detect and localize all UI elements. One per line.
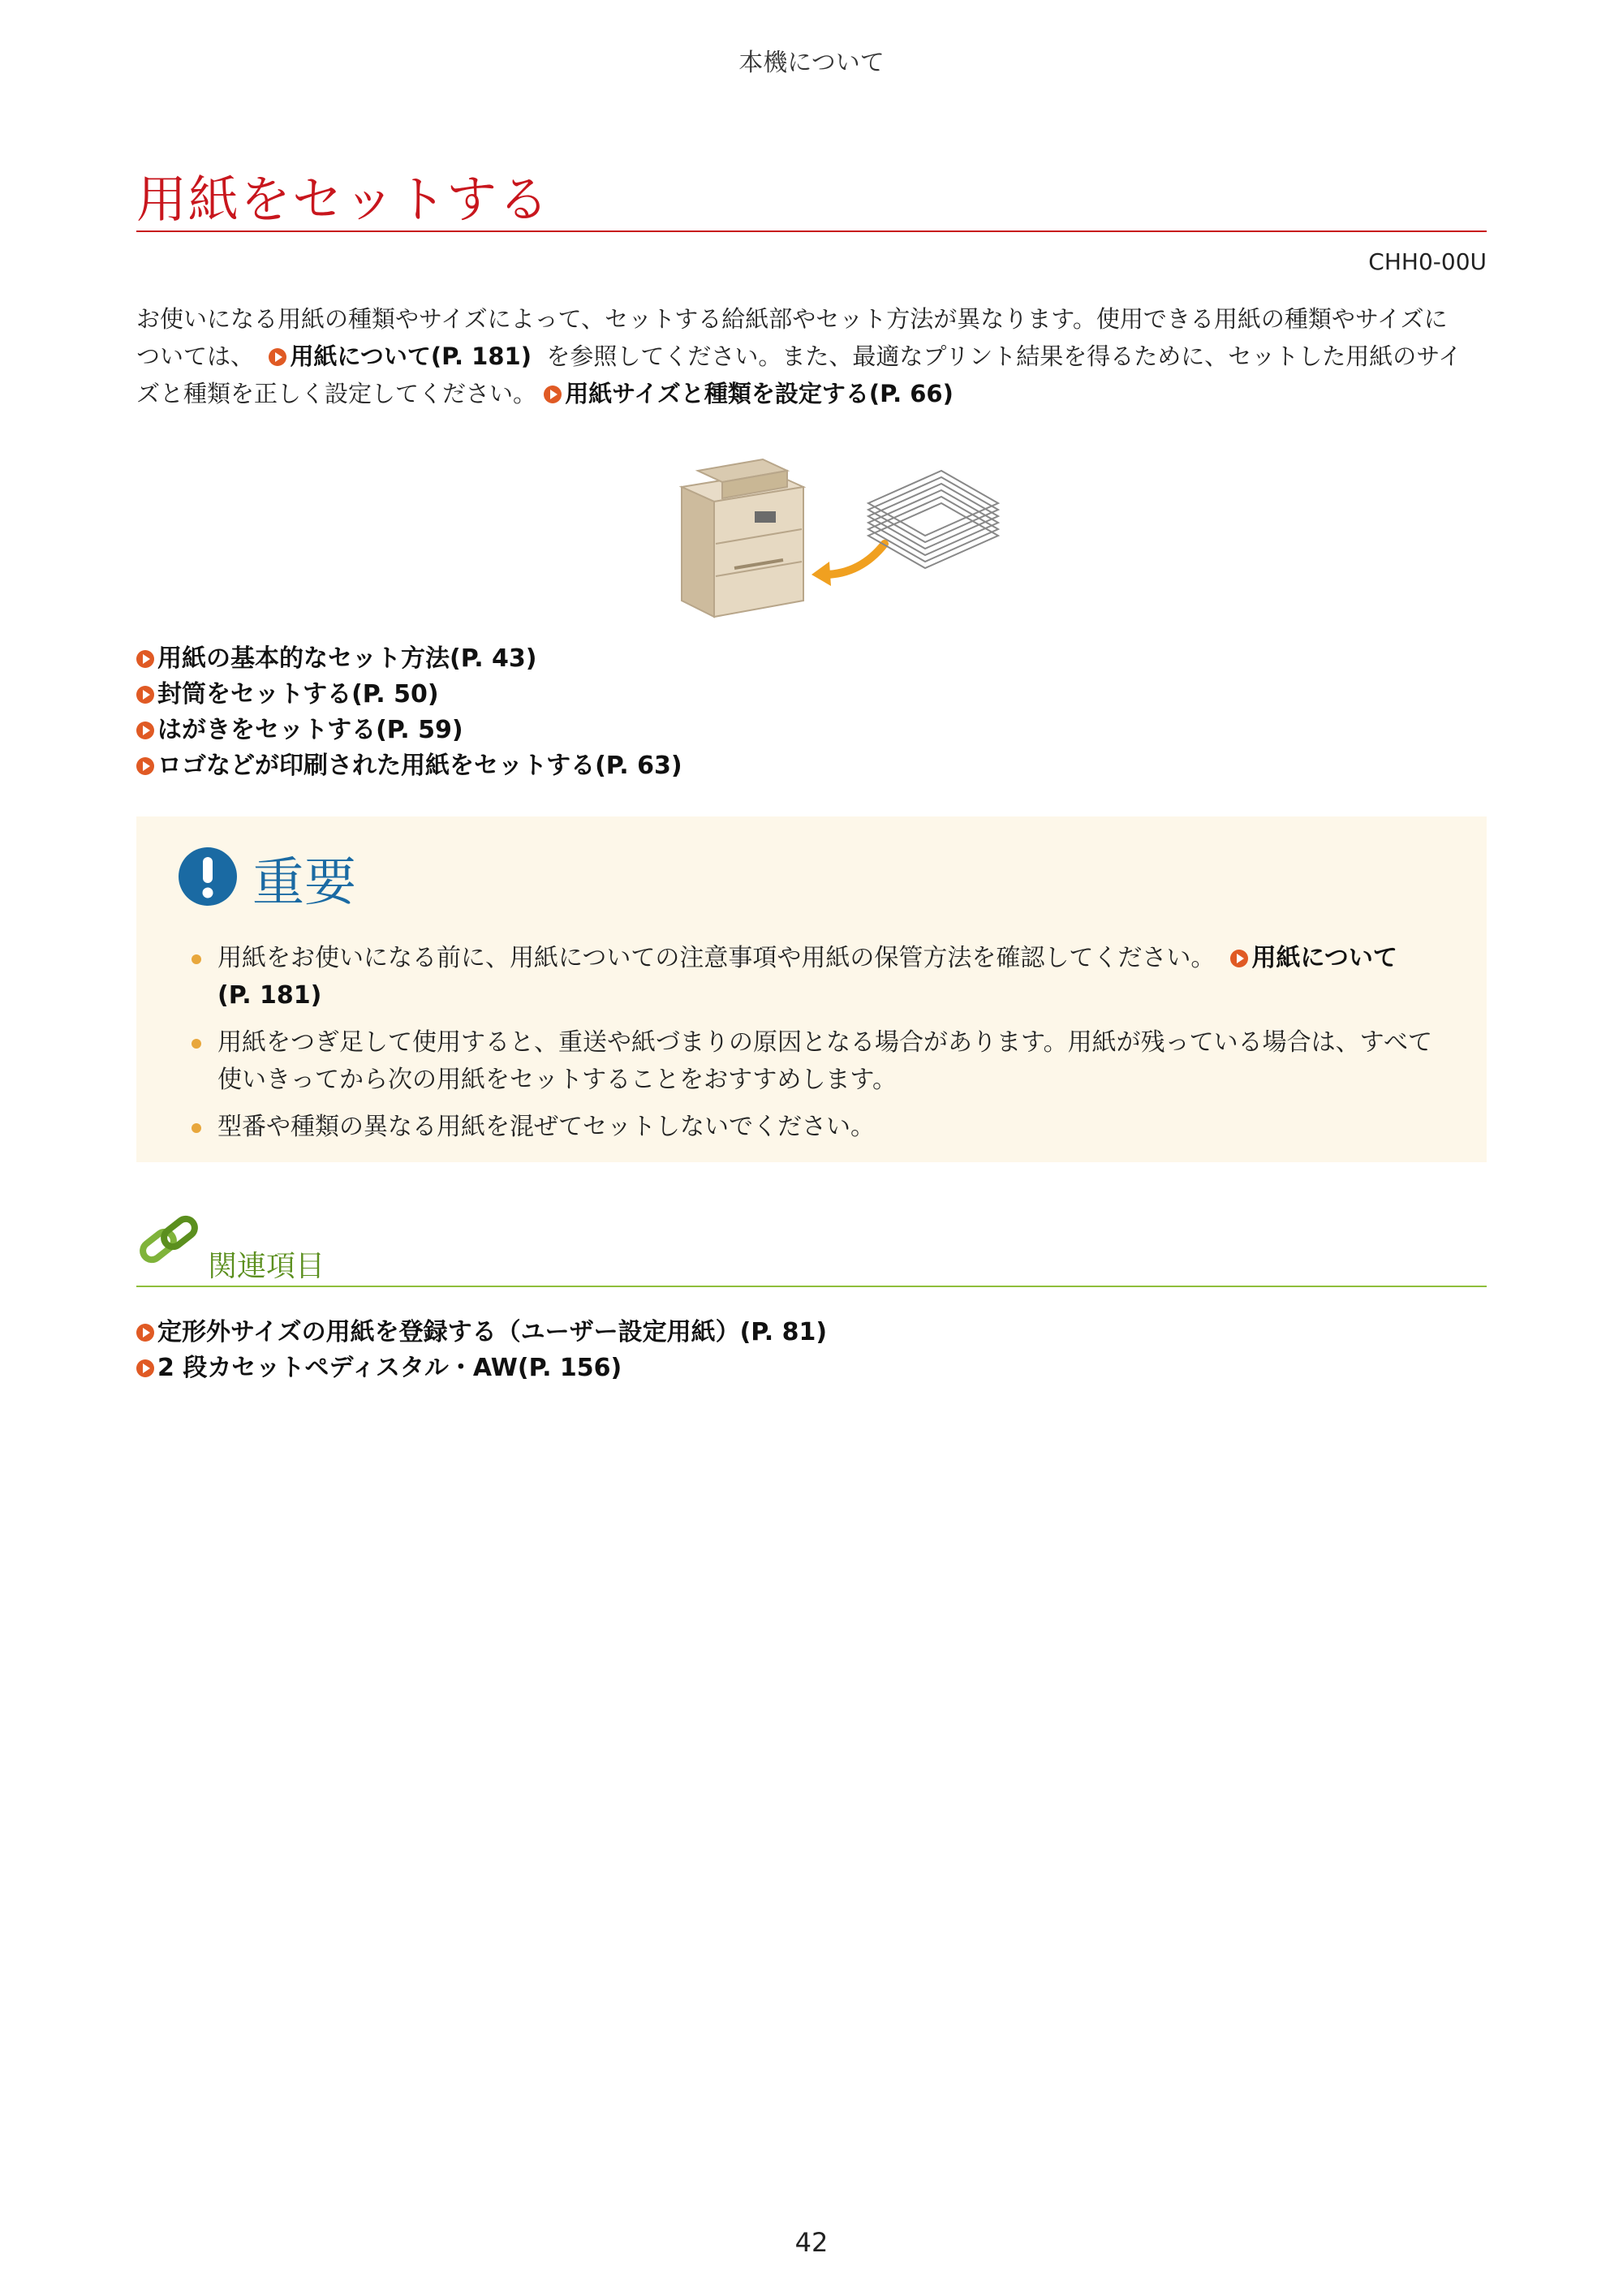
link-arrow-icon (544, 386, 562, 403)
link-label: ロゴなどが印刷された用紙をセットする(P. 63) (157, 752, 682, 780)
link-arrow-icon (269, 348, 286, 366)
related-divider (136, 1286, 1487, 1287)
related-title: 関連項目 (208, 1250, 325, 1283)
page-number: 42 (794, 2227, 829, 2258)
link-basic-loading[interactable] (136, 641, 682, 677)
link-label: はがきをセットする(P. 59) (157, 716, 463, 744)
important-item-1-text: 用紙をお使いになる前に、用紙についての注意事項や用紙の保管方法を確認してください。 (217, 944, 1216, 972)
important-box (136, 816, 1487, 1162)
link-arrow-icon (136, 650, 154, 668)
link-label: 用紙について(P. 181) (290, 342, 532, 370)
intro-paragraph (136, 300, 1487, 412)
link-arrow-icon (136, 1324, 154, 1342)
procedure-links (136, 641, 682, 784)
link-cassette-pedestal[interactable] (136, 1350, 827, 1386)
important-item-2: 用紙をつぎ足して使用すると、重送や紙づまりの原因となる場合があります。用紙が残っている場合は、すべて使いきってから次の用紙をセットすることをおすすめします。 (185, 1024, 1451, 1099)
important-title: 重要 (252, 853, 356, 913)
document-id: CHH0-00U (1368, 248, 1487, 275)
related-links (136, 1315, 827, 1386)
important-item-3: 型番や種類の異なる用紙を混ぜてセットしないでください。 (185, 1109, 1451, 1146)
link-label: 用紙サイズと種類を設定する(P. 66) (565, 380, 954, 407)
link-page: (P. 181) (217, 981, 322, 1010)
important-list (185, 940, 1451, 1156)
link-paper-size-type[interactable] (544, 380, 954, 407)
link-label: 定形外サイズの用紙を登録する（ユーザー設定用紙）(P. 81) (157, 1318, 828, 1346)
intro-line-2-pre: ついては、 (136, 342, 255, 370)
intro-line-3-pre: ズと種類を正しく設定してください。 (136, 380, 537, 407)
intro-line-3 (136, 375, 1487, 412)
exclamation-icon (177, 846, 239, 907)
link-paper-about[interactable] (269, 342, 532, 370)
link-label: 用紙について (1251, 944, 1397, 972)
link-postcards[interactable] (136, 713, 682, 748)
link-custom-paper[interactable] (136, 1315, 827, 1350)
intro-line-2 (136, 338, 1487, 375)
chain-link-icon (136, 1214, 201, 1269)
link-arrow-icon (136, 1359, 154, 1377)
intro-line-2-post: を参照してください。また、最適なプリント結果を得るために、セットした用紙のサイ (546, 342, 1462, 370)
printer-paper-illustration (665, 454, 1006, 633)
link-label: 2 段カセットペディスタル・AW(P. 156) (157, 1354, 622, 1382)
link-label: 封筒をセットする(P. 50) (157, 680, 439, 709)
link-arrow-icon (136, 686, 154, 704)
important-item-1 (185, 940, 1451, 1014)
page-title: 用紙をセットする (136, 170, 551, 229)
link-arrow-icon (1230, 950, 1248, 967)
running-header: 本機について (738, 49, 885, 77)
title-divider (136, 230, 1487, 232)
intro-line-1: お使いになる用紙の種類やサイズによって、セットする給紙部やセット方法が異なります。使用できる用紙の種類やサイズに (136, 305, 1448, 333)
link-envelopes[interactable] (136, 677, 682, 713)
link-label: 用紙の基本的なセット方法(P. 43) (157, 644, 537, 673)
link-preprinted-paper[interactable] (136, 748, 682, 784)
link-arrow-icon (136, 722, 154, 739)
link-arrow-icon (136, 757, 154, 775)
